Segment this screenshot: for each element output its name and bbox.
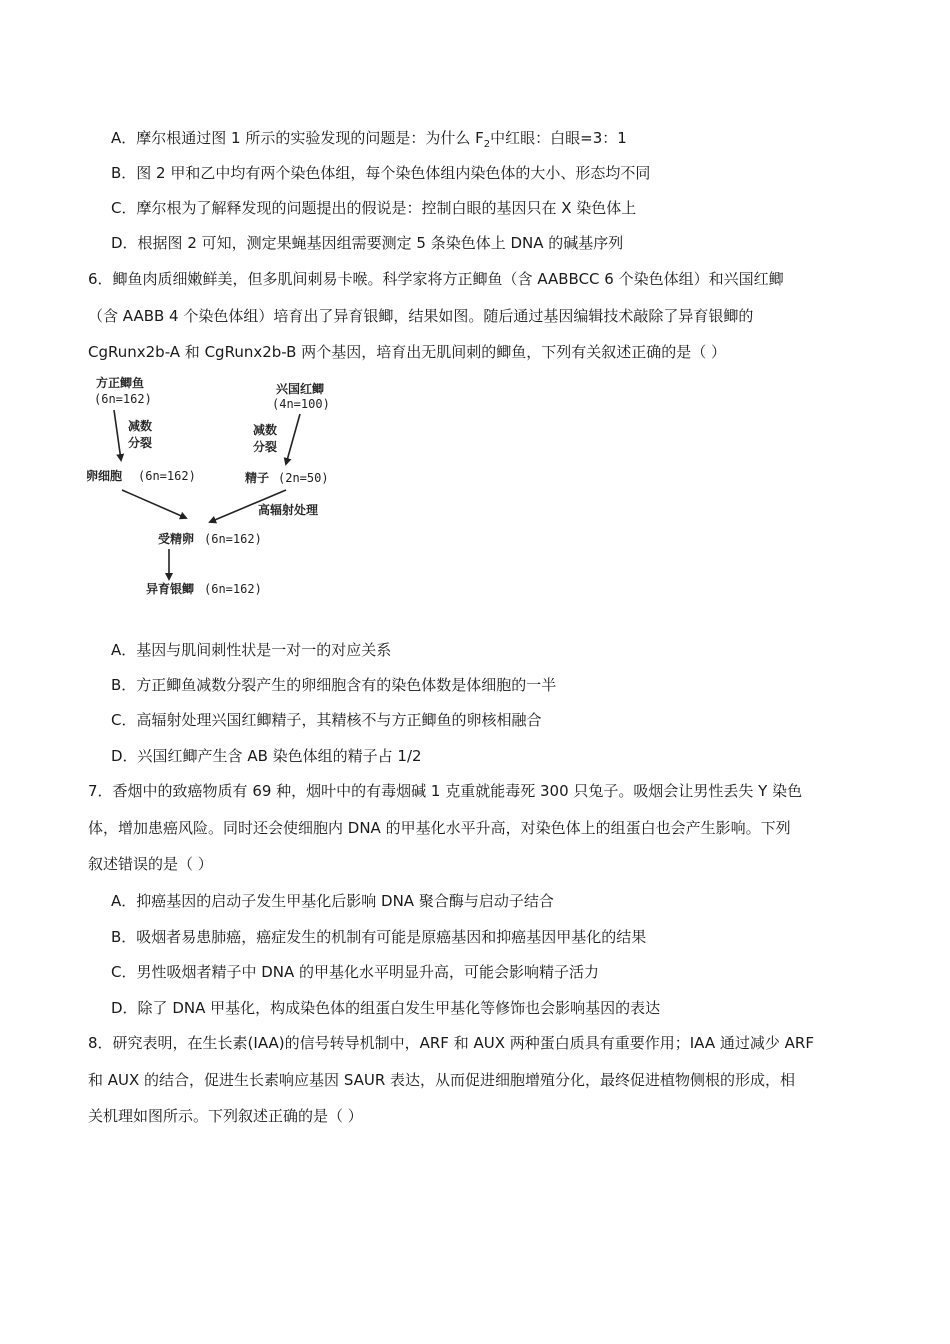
q6-stem-line2: （含 AABB 4 个染色体组）培育出了异育银鲫，结果如图。随后通过基因编辑技术敲除了异育银鲫的 xyxy=(88,307,754,325)
q6-stem-line1: 6．鲫鱼肉质细嫩鲜美，但多肌间刺易卡喉。科学家将方正鲫鱼（含 AABBCC 6 个染色体组）和兴国红鲫 xyxy=(88,270,784,288)
q5-option-a-suffix: 中红眼：白眼=3：1 xyxy=(490,129,627,147)
egg-ploidy: (6n=162) xyxy=(138,469,196,483)
q5-option-b: B．图 2 甲和乙中均有两个染色体组，每个染色体组内染色体的大小、形态均不同 xyxy=(111,164,651,182)
arrow-xingguo-to-sperm xyxy=(286,414,300,464)
q8-stem-line2: 和 AUX 的结合，促进生长素响应基因 SAUR 表达，从而促进细胞增殖分化，最终促进植物侧根的形成，相 xyxy=(88,1071,796,1089)
meiosis-left-line1: 减数 xyxy=(128,419,153,433)
q7-option-b: B．吸烟者易患肺癌，癌症发生的机制有可能是原癌基因和抑癌基因甲基化的结果 xyxy=(111,928,647,946)
fangzheng-label: 方正鲫鱼 xyxy=(96,376,145,390)
q5-option-d: D．根据图 2 可知，测定果蝇基因组需要测定 5 条染色体上 DNA 的碱基序列 xyxy=(111,234,624,252)
yiyu-label: 异育银鲫 xyxy=(146,582,195,596)
q5-option-a-text: A．摩尔根通过图 1 所示的实验发现的问题是：为什么 F xyxy=(111,129,484,147)
q7-stem-line1: 7．香烟中的致癌物质有 69 种，烟叶中的有毒烟碱 1 克重就能毒死 300 只兔子。吸烟会让男性丢失 Y 染色 xyxy=(88,782,803,800)
q6-option-b: B．方正鲫鱼减数分裂产生的卵细胞含有的染色体数是体细胞的一半 xyxy=(111,676,557,694)
arrow-fangzheng-to-egg xyxy=(114,410,121,460)
hybridization-diagram xyxy=(80,372,350,604)
yiyu-ploidy: (6n=162) xyxy=(204,582,262,596)
q5-option-c: C．摩尔根为了解释发现的问题提出的假说是：控制白眼的基因只在 X 染色体上 xyxy=(111,199,637,217)
meiosis-right-line1: 减数 xyxy=(253,423,278,437)
fangzheng-ploidy: (6n=162) xyxy=(94,392,152,406)
sperm-label: 精子 xyxy=(245,471,270,485)
zygote-label: 受精卵 xyxy=(158,532,195,546)
q6-option-d: D．兴国红鲫产生含 AB 染色体组的精子占 1/2 xyxy=(111,747,422,765)
meiosis-left-line2: 分裂 xyxy=(128,436,153,450)
q7-option-c: C．男性吸烟者精子中 DNA 的甲基化水平明显升高，可能会影响精子活力 xyxy=(111,963,600,981)
arrow-egg-to-zygote xyxy=(122,490,186,518)
meiosis-right-line2: 分裂 xyxy=(253,440,278,454)
q7-stem-line3: 叙述错误的是（ ） xyxy=(88,855,213,873)
egg-label: 卵细胞 xyxy=(86,469,123,483)
q7-option-d: D．除了 DNA 甲基化，构成染色体的组蛋白发生甲基化等修饰也会影响基因的表达 xyxy=(111,999,661,1017)
sperm-ploidy: (2n=50) xyxy=(278,471,329,485)
xingguo-ploidy: (4n=100) xyxy=(272,397,330,411)
q5-option-a xyxy=(111,127,627,156)
f2-subscript: 2 xyxy=(483,139,491,150)
q8-stem-line1: 8．研究表明，在生长素(IAA)的信号转导机制中，ARF 和 AUX 两种蛋白质具有重要作用；IAA 通过减少 ARF xyxy=(88,1034,814,1052)
q7-option-a: A．抑癌基因的启动子发生甲基化后影响 DNA 聚合酶与启动子结合 xyxy=(111,892,554,910)
q6-option-c: C．高辐射处理兴国红鲫精子，其精核不与方正鲫鱼的卵核相融合 xyxy=(111,711,542,729)
q7-stem-line2: 体，增加患癌风险。同时还会使细胞内 DNA 的甲基化水平升高，对染色体上的组蛋白也会产生影响。下列 xyxy=(88,819,791,837)
q6-stem-line3: CgRunx2b-A 和 CgRunx2b-B 两个基因，培育出无肌间刺的鲫鱼，下列有关叙述正确的是（ ） xyxy=(88,343,726,361)
zygote-ploidy: (6n=162) xyxy=(204,532,262,546)
radiation-label: 高辐射处理 xyxy=(258,503,319,517)
q6-option-a: A．基因与肌间刺性状是一对一的对应关系 xyxy=(111,641,392,659)
q8-stem-line3: 关机理如图所示。下列叙述正确的是（ ） xyxy=(88,1107,363,1125)
xingguo-label: 兴国红鲫 xyxy=(276,382,325,396)
